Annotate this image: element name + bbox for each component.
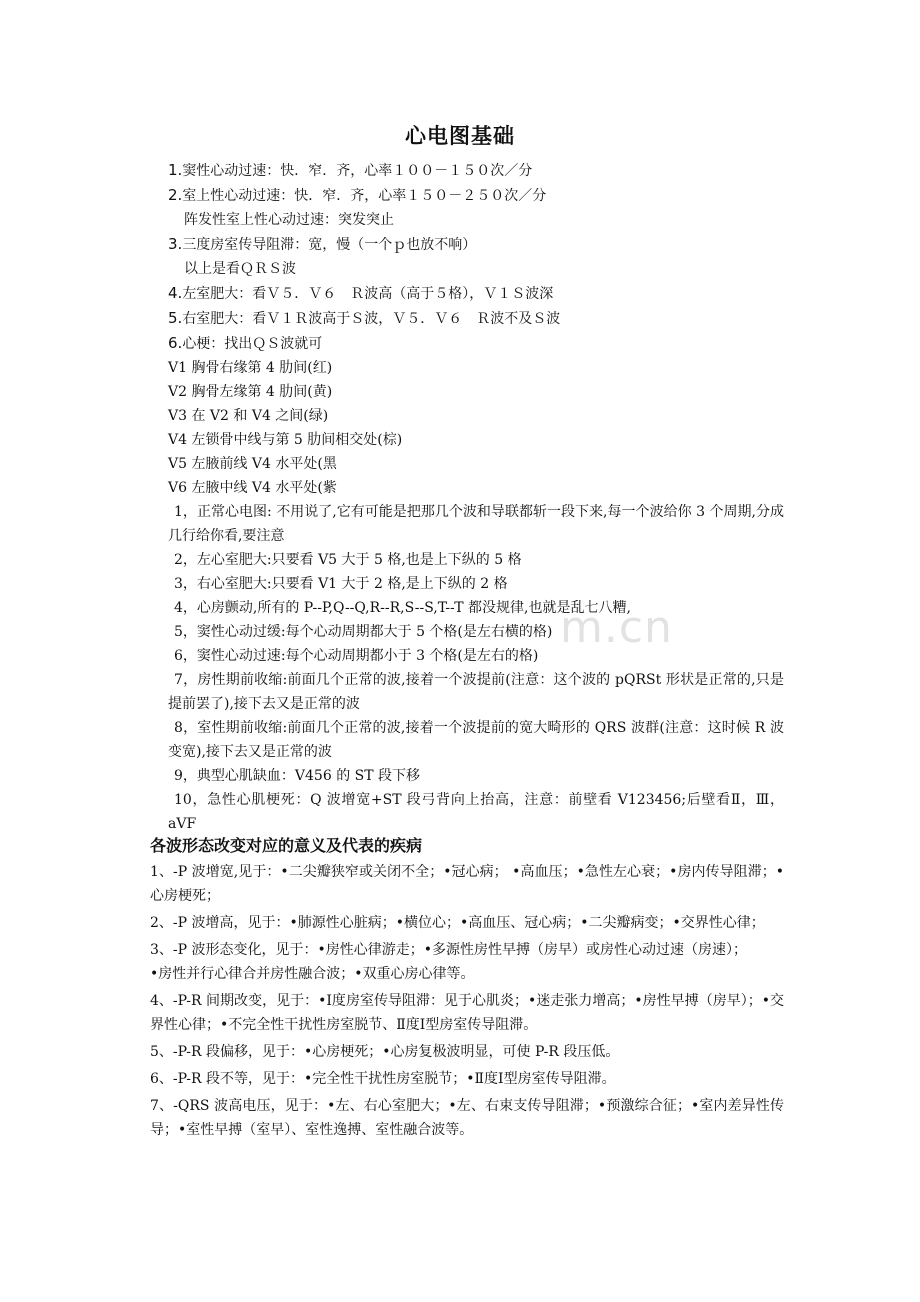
section-paragraph: 1、-P 波增宽,见于：•二尖瓣狭窄或关闭不全；•冠心病； •高血压；•急性左心衰；•房内传导阻滞；•心房梗死； [150, 864, 784, 904]
item-text: 室上性心动过速：快．窄．齐，心率１５０－２５０次／分 [182, 188, 547, 204]
section-paragraph: 6、-P-R 段不等，见于：•完全性干扰性房室脱节；•Ⅱ度Ⅰ型房室传导阻滞。 [150, 1071, 616, 1087]
list-item [168, 281, 784, 306]
ecg-paragraph: 9，典型心肌缺血：V456 的 ST 段下移 [174, 768, 421, 784]
item-text: 右室肥大：看Ｖ１Ｒ波高于Ｓ波，Ｖ５．Ｖ６ Ｒ波不及Ｓ波 [182, 311, 561, 327]
item-text: 心梗：找出ＱＳ波就可 [182, 336, 323, 352]
item-number: 6. [168, 334, 183, 352]
section-paragraph: 5、-P-R 段偏移，见于：•心房梗死；•心房复极波明显，可使 P-R 段压低。 [150, 1044, 620, 1060]
watermark: m.cn [560, 602, 673, 653]
lead-item: V6 左腋中线 V4 水平处(紫 [168, 480, 337, 496]
item-number: 5. [168, 309, 183, 327]
list-item [168, 158, 784, 183]
ecg-paragraph: 2，左心室肥大:只要看 V5 大于 5 格,也是上下纵的 5 格 [174, 552, 522, 568]
ecg-paragraph: 10，急性心肌梗死：Q 波增宽+ST 段弓背向上抬高，注意：前壁看 V123456;后壁看Ⅱ，Ⅲ，aVF [168, 792, 784, 832]
section-heading: 各波形态改变对应的意义及代表的疾病 [150, 836, 423, 855]
item-number: 4. [168, 284, 183, 302]
ecg-paragraph: 8，室性期前收缩:前面几个正常的波,接着一个波提前的宽大畸形的 QRS 波群(注意：这时候 R 波变宽),接下去又是正常的波 [168, 720, 784, 760]
lead-item: V1 胸骨右缘第 4 肋间(红) [168, 360, 333, 376]
lead-item: V5 左腋前线 V4 水平处(黑 [168, 456, 337, 472]
ecg-paragraph: 5，窦性心动过缓:每个心动周期都大于 5 个格(是左右横的格) [174, 624, 553, 640]
list-item [168, 208, 784, 232]
lead-item: V3 在 V2 和 V4 之间(绿) [168, 408, 329, 424]
section-paragraph: 3、-P 波形态变化，见于：•房性心律游走；•多源性房性早搏（房早）或房性心动过速（房速）； [150, 942, 748, 958]
ecg-paragraph: 7，房性期前收缩:前面几个正常的波,接着一个波提前(注意：这个波的 pQRSt 形状是正常的,只是提前罢了),接下去又是正常的波 [168, 672, 784, 712]
item-text: 三度房室传导阻滞：宽，慢（一个ｐ也放不响） [182, 237, 477, 253]
section-1 [168, 158, 784, 836]
item-number: 1. [168, 161, 183, 179]
list-item [168, 232, 784, 257]
item-text: 以上是看ＱＲＳ波 [184, 261, 296, 277]
item-text: 窦性心动过速：快．窄．齐，心率１００－１５０次／分 [182, 163, 533, 179]
item-number: 2. [168, 186, 183, 204]
item-text: 左室肥大：看Ｖ５．Ｖ６ Ｒ波高（高于５格），Ｖ１Ｓ波深 [182, 286, 554, 302]
ecg-paragraph: 3，右心室肥大:只要看 V1 大于 2 格,是上下纵的 2 格 [174, 576, 508, 592]
lead-item: V2 胸骨左缘第 4 肋间(黄) [168, 384, 333, 400]
page-title: 心电图基础 [405, 124, 515, 148]
list-item [168, 257, 784, 281]
item-text: 阵发性室上性心动过速：突发突止 [184, 212, 394, 228]
lead-item: V4 左锁骨中线与第 5 肋间相交处(棕) [168, 432, 403, 448]
list-item [168, 306, 784, 331]
item-number: 3. [168, 235, 183, 253]
list-item [168, 183, 784, 208]
section-paragraph: 4、-P-R 间期改变，见于：•Ⅰ度房室传导阻滞：见于心肌炎；•迷走张力增高；•房性早搏（房早）；•交界性心律；•不完全性干扰性房室脱节、Ⅱ度Ⅰ型房室传导阻滞。 [150, 993, 784, 1033]
section-paragraph: 7、-QRS 波高电压，见于：•左、右心室肥大；•左、右束支传导阻滞；•预激综合征；•室内差异性传导；•室性早搏（室早）、室性逸搏、室性融合波等。 [150, 1098, 784, 1138]
ecg-paragraph: 4，心房颤动,所有的 P--P,Q--Q,R--R,S--S,T--T 都没规律,也就是乱七八糟, [174, 600, 631, 616]
section-paragraph: •房性并行心律合并房性融合波；•双重心房心律等。 [150, 966, 475, 982]
ecg-paragraph: 6，窦性心动过速:每个心动周期都小于 3 个格(是左右的格) [174, 648, 539, 664]
list-item [168, 331, 784, 356]
section-paragraph: 2、-P 波增高，见于：•肺源性心脏病；•横位心；•高血压、冠心病；•二尖瓣病变；•交界性心律； [150, 915, 765, 931]
ecg-paragraph: 1，正常心电图: 不用说了,它有可能是把那几个波和导联都斩一段下来,每一个波给你 3 个周期,分成几行给你看,要注意 [168, 504, 784, 544]
section-2 [150, 832, 784, 1145]
